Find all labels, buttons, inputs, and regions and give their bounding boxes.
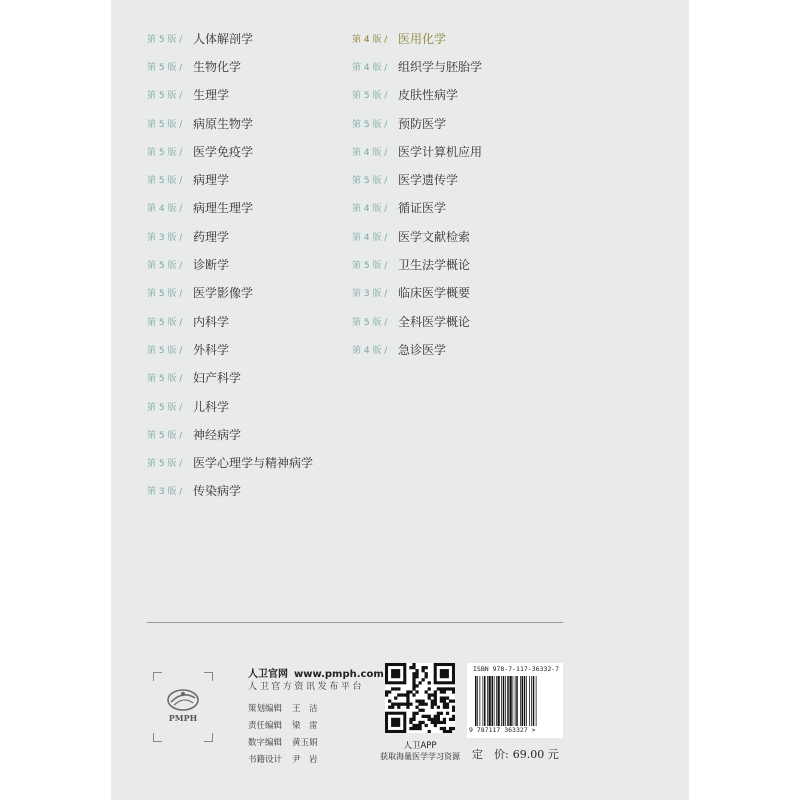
book-title: 生理学 — [193, 88, 230, 103]
barcode-bar — [533, 676, 535, 726]
book-title: 生物化学 — [193, 59, 242, 74]
book-entry-current — [352, 24, 482, 52]
qr-module — [443, 721, 446, 724]
qr-module — [449, 700, 452, 703]
qr-module — [412, 675, 415, 678]
barcode-bar — [522, 676, 524, 726]
qr-module — [428, 718, 431, 721]
barcode-bar — [513, 676, 514, 726]
site-label: 人卫官网 — [248, 669, 288, 680]
qr-module — [409, 666, 412, 669]
book-title: 病理生理学 — [193, 201, 254, 216]
edition-label: 第 3 版 / — [352, 289, 388, 300]
book-title: 妇产科学 — [193, 371, 242, 386]
qr-module — [412, 715, 415, 718]
credit-role: 书籍设计 — [248, 754, 283, 765]
qr-module — [434, 693, 437, 696]
qr-module — [391, 703, 394, 706]
qr-module — [422, 666, 425, 669]
qr-module — [418, 724, 421, 727]
book-title: 传染病学 — [193, 484, 242, 499]
qr-module — [446, 687, 449, 690]
price-label: 定 价: — [472, 748, 509, 761]
qr-module — [434, 703, 437, 706]
logo-wordmark: PMPH — [168, 713, 198, 723]
qr-module — [449, 727, 452, 730]
qr-module — [409, 718, 412, 721]
book-entry — [352, 52, 482, 80]
book-title: 内科学 — [193, 314, 230, 329]
qr-module — [388, 690, 391, 693]
book-entry — [147, 307, 313, 335]
edition-label: 第 4 版 / — [352, 232, 388, 243]
book-entry — [147, 81, 313, 109]
barcode-bar — [503, 676, 505, 726]
qr-module — [394, 696, 397, 699]
qr-module — [406, 703, 409, 706]
qr-module — [440, 727, 443, 730]
book-title: 病原生物学 — [193, 116, 254, 131]
edition-label: 第 4 版 / — [352, 34, 388, 45]
book-title: 儿科学 — [193, 399, 230, 414]
edition-label: 第 4 版 / — [352, 147, 388, 158]
book-title: 急诊医学 — [398, 342, 447, 357]
qr-module — [449, 730, 452, 733]
book-entry — [352, 81, 482, 109]
book-entry — [147, 165, 313, 193]
qr-module — [397, 706, 400, 709]
qr-module — [400, 703, 403, 706]
qr-module — [452, 706, 455, 709]
qr-module — [406, 693, 409, 696]
qr-module — [412, 724, 415, 727]
qr-module — [418, 703, 421, 706]
book-title: 病理学 — [193, 173, 230, 188]
qr-module — [425, 690, 428, 693]
qr-module — [412, 718, 415, 721]
qr-code-icon[interactable] — [385, 663, 455, 733]
price-value: 69.00 元 — [512, 748, 559, 761]
book-entry — [147, 477, 313, 505]
credit-role: 责任编辑 — [248, 720, 283, 731]
credit-role: 数字编辑 — [248, 737, 283, 748]
qr-module — [431, 700, 434, 703]
barcode-bar — [524, 676, 526, 726]
qr-module — [422, 709, 425, 712]
qr-module — [449, 718, 452, 721]
barcode-bar — [487, 676, 488, 726]
qr-module — [403, 703, 406, 706]
qr-module — [428, 696, 431, 699]
book-title: 外科学 — [193, 342, 230, 357]
qr-module — [437, 712, 440, 715]
qr-module — [428, 715, 431, 718]
edition-label: 第 3 版 / — [147, 487, 183, 498]
qr-module — [434, 690, 437, 693]
barcode-bar — [515, 676, 516, 726]
barcode-bar — [480, 676, 481, 726]
qr-module — [388, 700, 391, 703]
qr-module — [391, 669, 400, 678]
qr-module — [385, 693, 388, 696]
book-title: 医学文献检索 — [398, 229, 471, 244]
divider-line — [147, 622, 563, 623]
book-title: 预防医学 — [398, 116, 447, 131]
barcode-digits: 9 787117 363327 > — [469, 726, 536, 734]
qr-module — [415, 675, 418, 678]
book-entry — [147, 222, 313, 250]
book-entry — [352, 109, 482, 137]
barcode-bar — [536, 676, 537, 726]
app-description: 获取海量医学学习资源 — [380, 752, 460, 761]
price-line — [472, 746, 559, 762]
qr-module — [446, 706, 449, 709]
qr-module — [443, 687, 446, 690]
barcode-bar — [494, 676, 495, 726]
qr-module — [406, 690, 409, 693]
qr-module — [422, 703, 425, 706]
book-entry — [352, 279, 482, 307]
qr-module — [437, 715, 440, 718]
qr-module — [431, 703, 434, 706]
credit-row — [248, 716, 318, 733]
qr-module — [428, 693, 431, 696]
book-title: 医用化学 — [398, 31, 447, 46]
qr-module — [391, 687, 394, 690]
qr-module — [431, 721, 434, 724]
qr-module — [452, 715, 455, 718]
qr-module — [434, 724, 437, 727]
book-entry — [147, 52, 313, 80]
qr-module — [440, 669, 449, 678]
qr-module — [443, 696, 446, 699]
book-entry — [352, 250, 482, 278]
barcode-bar — [492, 676, 494, 726]
qr-module — [434, 700, 437, 703]
qr-module — [412, 727, 415, 730]
qr-module — [452, 700, 455, 703]
book-entry — [147, 24, 313, 52]
isbn-barcode-block — [467, 663, 563, 738]
barcode-bar — [477, 676, 478, 726]
book-title: 医学影像学 — [193, 286, 254, 301]
book-entry — [352, 307, 482, 335]
edition-label: 第 5 版 / — [147, 345, 183, 356]
edition-label: 第 3 版 / — [147, 232, 183, 243]
barcode-bar — [501, 676, 502, 726]
qr-module — [428, 730, 431, 733]
qr-module — [415, 684, 418, 687]
qr-module — [449, 687, 452, 690]
edition-label: 第 5 版 / — [352, 91, 388, 102]
qr-module — [406, 700, 409, 703]
edition-label: 第 5 版 / — [147, 147, 183, 158]
qr-module — [391, 706, 394, 709]
book-title: 医学免疫学 — [193, 144, 254, 159]
barcode-bar — [496, 676, 497, 726]
site-url[interactable]: www.pmph.com — [294, 669, 384, 680]
publisher-logo — [153, 672, 213, 742]
corner-mark — [204, 672, 213, 681]
qr-module — [418, 681, 421, 684]
credit-row — [248, 750, 318, 767]
book-entry — [352, 137, 482, 165]
pmph-emblem-icon — [165, 686, 201, 712]
qr-module — [440, 696, 443, 699]
book-title: 循证医学 — [398, 201, 447, 216]
credit-name: 梁 雷 — [292, 720, 318, 731]
qr-module — [418, 700, 421, 703]
qr-module — [446, 703, 449, 706]
credit-name: 黄玉娟 — [292, 737, 318, 748]
barcode-icon — [475, 676, 557, 726]
edition-label: 第 5 版 / — [147, 119, 183, 130]
publisher-site — [248, 665, 384, 680]
edition-label: 第 5 版 / — [147, 62, 183, 73]
qr-module — [425, 675, 428, 678]
credits-list — [248, 699, 318, 767]
qr-module — [412, 687, 415, 690]
qr-module — [437, 721, 440, 724]
qr-module — [415, 669, 418, 672]
edition-label: 第 5 版 / — [147, 176, 183, 187]
qr-module — [412, 666, 415, 669]
qr-module — [388, 706, 391, 709]
qr-module — [412, 663, 415, 666]
qr-module — [415, 727, 418, 730]
qr-module — [443, 730, 446, 733]
qr-module — [415, 690, 418, 693]
edition-label: 第 5 版 / — [147, 374, 183, 385]
qr-module — [446, 696, 449, 699]
edition-label: 第 4 版 / — [352, 62, 388, 73]
qr-module — [400, 693, 403, 696]
qr-module — [422, 700, 425, 703]
book-title: 全科医学概论 — [398, 314, 471, 329]
book-entry — [147, 250, 313, 278]
qr-module — [385, 690, 388, 693]
edition-label: 第 5 版 / — [352, 261, 388, 272]
qr-module — [415, 706, 418, 709]
qr-module — [415, 672, 418, 675]
qr-module — [409, 690, 412, 693]
qr-module — [446, 730, 449, 733]
qr-module — [425, 666, 428, 669]
qr-module — [446, 712, 449, 715]
qr-module — [428, 687, 431, 690]
book-title: 医学遗传学 — [398, 173, 459, 188]
book-entry — [147, 420, 313, 448]
qr-module — [415, 724, 418, 727]
qr-module — [443, 700, 446, 703]
qr-module — [412, 678, 415, 681]
corner-mark — [153, 672, 162, 681]
book-entry — [147, 364, 313, 392]
qr-module — [412, 693, 415, 696]
platform-caption: 人卫官方资讯发布平台 — [248, 682, 365, 692]
qr-module — [440, 700, 443, 703]
book-entry — [147, 392, 313, 420]
qr-module — [425, 703, 428, 706]
qr-module — [394, 703, 397, 706]
barcode-bar — [489, 676, 491, 726]
qr-module — [406, 706, 409, 709]
credit-name: 王 洁 — [292, 703, 318, 714]
barcode-bar — [520, 676, 521, 726]
qr-module — [443, 727, 446, 730]
qr-module — [452, 727, 455, 730]
barcode-bar — [475, 676, 477, 726]
qr-module — [443, 718, 446, 721]
qr-module — [403, 693, 406, 696]
qr-module — [440, 687, 443, 690]
book-title: 诊断学 — [193, 258, 230, 273]
credit-name: 尹 岩 — [292, 754, 318, 765]
qr-module — [443, 690, 446, 693]
qr-module — [437, 718, 440, 721]
qr-module — [434, 721, 437, 724]
qr-module — [440, 690, 443, 693]
credit-role: 策划编辑 — [248, 703, 283, 714]
qr-module — [434, 718, 437, 721]
book-entry — [147, 448, 313, 476]
credit-row — [248, 699, 318, 716]
qr-module — [440, 712, 443, 715]
book-title: 药理学 — [193, 229, 230, 244]
barcode-bar — [505, 676, 506, 726]
barcode-bar — [483, 676, 484, 726]
edition-label: 第 5 版 / — [147, 261, 183, 272]
qr-module — [452, 690, 455, 693]
edition-label: 第 5 版 / — [147, 91, 183, 102]
app-label: 人卫APP — [403, 741, 437, 751]
book-entry — [147, 194, 313, 222]
qr-module — [409, 721, 412, 724]
qr-module — [452, 709, 455, 712]
edition-label: 第 5 版 / — [147, 317, 183, 328]
qr-module — [412, 712, 415, 715]
qr-module — [418, 709, 421, 712]
qr-module — [428, 681, 431, 684]
barcode-bar — [526, 676, 527, 726]
book-title: 医学计算机应用 — [398, 144, 483, 159]
barcode-bar — [498, 676, 500, 726]
book-title: 临床医学概要 — [398, 286, 471, 301]
qr-module — [422, 715, 425, 718]
qr-module — [397, 693, 400, 696]
book-entry — [147, 109, 313, 137]
qr-module — [418, 727, 421, 730]
qr-module — [412, 684, 415, 687]
edition-label: 第 4 版 / — [352, 345, 388, 356]
edition-label: 第 5 版 / — [147, 34, 183, 45]
edition-label: 第 5 版 / — [352, 119, 388, 130]
book-title: 神经病学 — [193, 427, 242, 442]
qr-module — [425, 724, 428, 727]
qr-module — [425, 715, 428, 718]
qr-module — [452, 718, 455, 721]
qr-code-graphic — [385, 663, 455, 733]
barcode-bar — [507, 676, 509, 726]
qr-module — [415, 712, 418, 715]
barcode-bar — [516, 676, 518, 726]
qr-module — [418, 721, 421, 724]
edition-label: 第 5 版 / — [352, 317, 388, 328]
book-entry — [352, 222, 482, 250]
book-title: 皮肤性病学 — [398, 88, 459, 103]
edition-label: 第 4 版 / — [147, 204, 183, 215]
edition-label: 第 5 版 / — [147, 459, 183, 470]
qr-module — [452, 687, 455, 690]
qr-module — [437, 706, 440, 709]
barcode-bar — [529, 676, 530, 726]
qr-module — [422, 669, 425, 672]
qr-module — [397, 703, 400, 706]
qr-module — [431, 693, 434, 696]
qr-module — [443, 706, 446, 709]
qr-module — [422, 678, 425, 681]
qr-module — [434, 696, 437, 699]
qr-module — [422, 721, 425, 724]
book-entry — [147, 279, 313, 307]
edition-label: 第 5 版 / — [147, 430, 183, 441]
credit-row — [248, 733, 318, 750]
book-entry — [147, 137, 313, 165]
left-book-list — [147, 24, 313, 505]
corner-mark — [204, 733, 213, 742]
book-title: 医学心理学与精神病学 — [193, 456, 314, 471]
isbn-number: ISBN 978-7-117-36332-7 — [473, 665, 560, 673]
edition-label: 第 5 版 / — [352, 176, 388, 187]
barcode-bar — [484, 676, 486, 726]
qr-module — [409, 727, 412, 730]
qr-module — [415, 700, 418, 703]
qr-module — [412, 672, 415, 675]
qr-module — [394, 687, 397, 690]
right-book-list — [352, 24, 482, 364]
edition-label: 第 4 版 / — [352, 204, 388, 215]
qr-module — [412, 681, 415, 684]
qr-module — [391, 718, 400, 727]
qr-module — [425, 672, 428, 675]
book-title: 人体解剖学 — [193, 31, 254, 46]
book-entry — [352, 165, 482, 193]
qr-module — [406, 696, 409, 699]
book-entry — [352, 194, 482, 222]
qr-module — [434, 715, 437, 718]
barcode-bar — [510, 676, 512, 726]
qr-module — [431, 718, 434, 721]
qr-module — [440, 721, 443, 724]
book-title: 组织学与胚胎学 — [398, 59, 483, 74]
edition-label: 第 5 版 / — [147, 289, 183, 300]
qr-module — [437, 687, 440, 690]
edition-label: 第 5 版 / — [147, 402, 183, 413]
qr-module — [397, 687, 400, 690]
qr-module — [443, 703, 446, 706]
qr-module — [431, 706, 434, 709]
barcode-bar — [531, 676, 532, 726]
book-title: 卫生法学概论 — [398, 258, 471, 273]
book-entry — [352, 335, 482, 363]
qr-module — [409, 703, 412, 706]
corner-mark — [153, 733, 162, 742]
book-entry — [147, 335, 313, 363]
